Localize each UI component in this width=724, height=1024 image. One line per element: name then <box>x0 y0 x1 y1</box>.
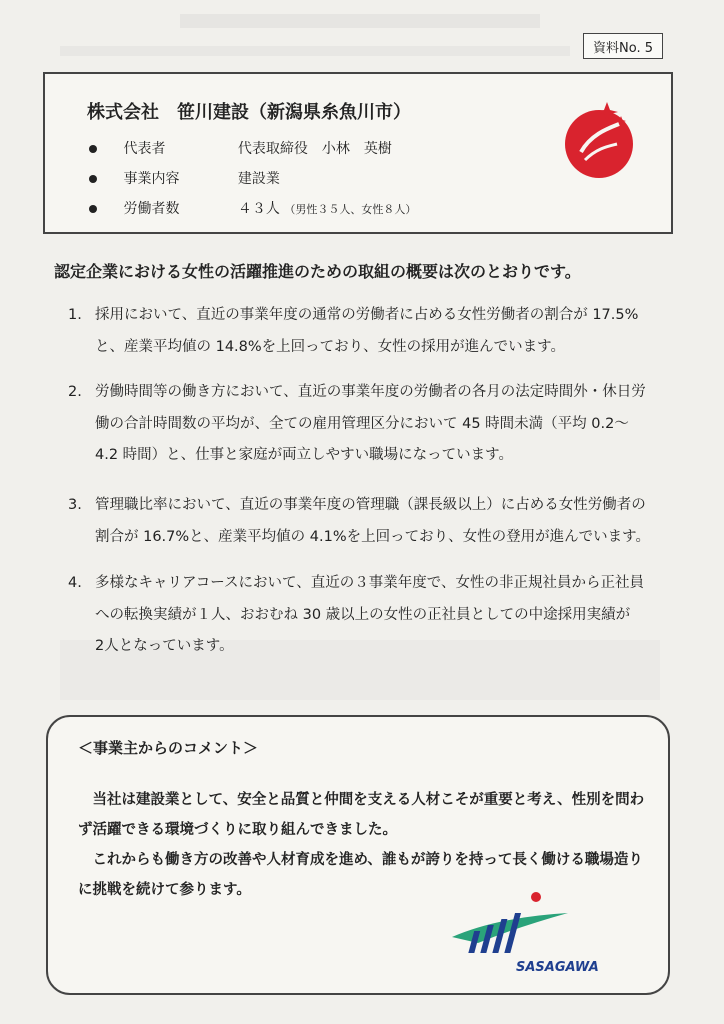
item-line: 採用において、直近の事業年度の通常の労働者に占める女性労働者の割合が 17.5% <box>95 307 639 323</box>
item-number: 1. <box>68 307 82 323</box>
info-label: 事業内容 <box>123 171 180 187</box>
item-line: 2人となっています。 <box>95 638 234 654</box>
employer-comment-box <box>46 715 670 995</box>
company-name: 株式会社 笹川建設（新潟県糸魚川市） <box>87 102 411 123</box>
item-number: 3. <box>68 497 82 513</box>
lead-text: 認定企業における女性の活躍推進のための取組の概要は次のとおりです。 <box>54 262 581 281</box>
eruboshi-badge-icon <box>551 94 647 190</box>
info-row-workers <box>89 198 416 218</box>
info-note: （男性３５人、女性８人） <box>284 203 417 216</box>
info-value: ４３人 <box>237 201 280 217</box>
item-line: 多様なキャリアコースにおいて、直近の３事業年度で、女性の非正規社員から正社員 <box>95 575 644 591</box>
initiative-item-4 <box>68 568 668 663</box>
info-row-business <box>89 168 280 188</box>
sasagawa-logo-icon <box>448 887 608 977</box>
item-line: 管理職比率において、直近の事業年度の管理職（課長級以上）に占める女性労働者の <box>95 497 646 513</box>
info-value: 代表取締役 小林 英樹 <box>237 141 392 157</box>
comment-paragraph: 当社は建設業として、安全と品質と仲間を支える人材こそが重要と考え、性別を問わず活躍できる環境づくりに取り組んできました。 <box>78 792 645 838</box>
item-line: 4.2 時間）と、仕事と家庭が両立しやすい職場になっています。 <box>95 447 514 463</box>
bullet-icon <box>89 205 97 213</box>
item-line: 働の合計時間数の平均が、全ての雇用管理区分において 45 時間未満（平均 0.2～ <box>95 415 629 432</box>
info-value: 建設業 <box>237 171 280 187</box>
bullet-icon <box>89 145 97 153</box>
info-label: 代表者 <box>123 141 166 157</box>
item-number: 2. <box>68 384 82 400</box>
item-line: 割合が 16.7%と、産業平均値の 4.1%を上回っており、女性の登用が進んでいます。 <box>95 528 650 545</box>
comment-title: ＜事業主からのコメント＞ <box>78 739 259 757</box>
logo-wordmark: SASAGAWA <box>516 960 599 975</box>
document-number: 資料No. 5 <box>583 33 663 59</box>
item-line: と、産業平均値の 14.8%を上回っており、女性の採用が進んでいます。 <box>95 338 566 355</box>
company-info-box <box>43 72 673 234</box>
initiative-item-2 <box>68 377 668 472</box>
item-line: への転換実績が１人、おおむね 30 歳以上の女性の正社員としての中途採用実績が <box>95 606 631 623</box>
initiative-item-1 <box>68 300 668 363</box>
info-label: 労働者数 <box>123 201 180 217</box>
item-line: 労働時間等の働き方において、直近の事業年度の労働者の各月の法定時間外・休日労 <box>95 384 646 400</box>
info-row-representative <box>89 138 392 158</box>
comment-paragraph: これからも働き方の改善や人材育成を進め、誰もが誇りを持って長く働ける職場造りに挑戦を続けて参ります。 <box>78 852 643 898</box>
item-number: 4. <box>68 575 82 591</box>
initiative-item-3 <box>68 490 668 553</box>
bullet-icon <box>89 175 97 183</box>
